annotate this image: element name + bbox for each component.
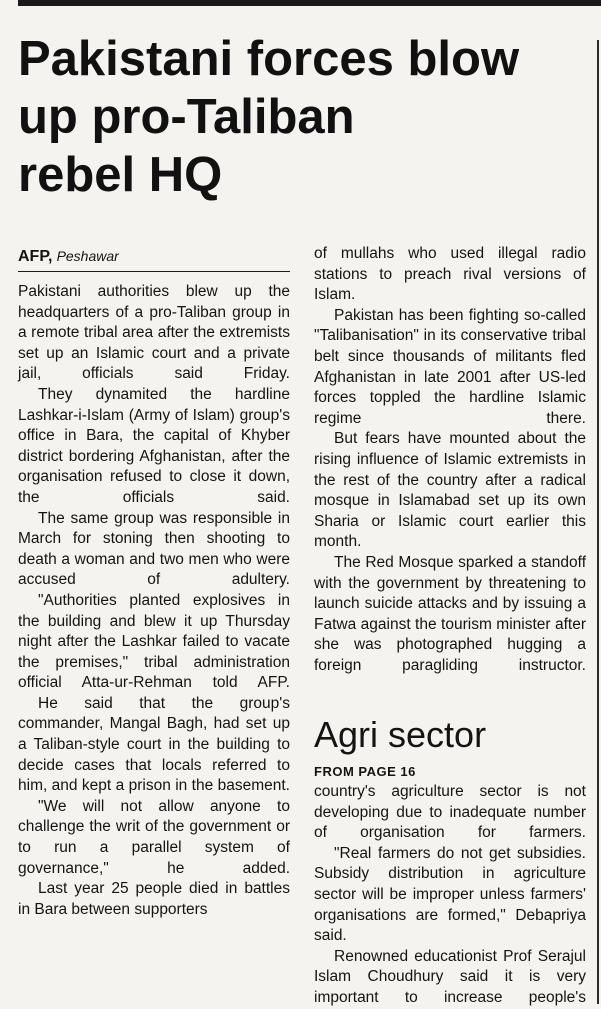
paragraph: country's agriculture sector is not developing due to inadequate number of organisation for farmers.: [314, 783, 586, 842]
headline-line: up pro-Taliban: [18, 90, 355, 144]
article-column-2: [314, 244, 586, 676]
continuation-column: [314, 782, 586, 1009]
column-rule-right: [597, 40, 599, 1004]
headline: [18, 30, 588, 204]
paragraph: Pakistani authorities blew up the headquarters of a pro-Taliban group in a remote tribal area after the extremists set up an Islamic court and a private jail, officials said Friday.: [18, 283, 290, 383]
paragraph: The Red Mosque sparked a standoff with the government by threatening to launch suicide attacks and by issuing a Fatwa against the tourism minister after she was photographed hugging a foreign paragliding instructor.: [314, 553, 586, 674]
article-column-1: [18, 282, 290, 920]
continuation-title: Agri sector: [314, 714, 487, 755]
paragraph: Renowned educationist Prof Serajul Islam Choudhury said it is very important to increase people's: [314, 947, 586, 1006]
headline-line: rebel HQ: [18, 148, 223, 202]
byline: [18, 246, 290, 267]
paragraph: The same group was responsible in March for stoning then shooting to death a woman and two men who were accused of adultery.: [18, 509, 290, 589]
paragraph: They dynamited the hardline Lashkar-i-Islam (Army of Islam) group's office in Bara, the capital of Khyber district bordering Afghanistan, after the organisation refused to close it down, the officials said.: [18, 385, 290, 506]
paragraph: Last year 25 people died in battles in Bara between supporters: [18, 880, 290, 918]
from-page-label: FROM PAGE 16: [314, 764, 416, 779]
byline-location: Peshawar: [56, 248, 119, 264]
paragraph: He said that the group's commander, Mangal Bagh, had set up a Taliban-style court in the building to decide cases that locals referred to him, and kept a prison in the basement.: [18, 694, 290, 795]
paragraph: "Real farmers do not get subsidies. Subsidy distribution in agriculture sector will be improper unless farmers' organisations are formed," Debapriya said.: [314, 844, 586, 945]
byline-rule: [18, 271, 290, 272]
paragraph: "We will not allow anyone to challenge the writ of the government or to run a parallel system of governance," he added.: [18, 797, 290, 877]
paragraph: Pakistan has been fighting so-called "Talibanisation" in its conservative tribal belt since thousands of militants fled Afghanistan in late 2001 after US-led forces toppled the hardline Islamic regime there.: [314, 306, 586, 427]
paragraph: of mullahs who used illegal radio stations to preach rival versions of Islam.: [314, 245, 586, 304]
paragraph: "Authorities planted explosives in the building and blew it up Thursday night after the Lashkar failed to vacate the premises," tribal administration official Atta-ur-Rehman told AFP.: [18, 591, 290, 692]
top-rule: [18, 0, 601, 6]
byline-agency: AFP,: [18, 248, 53, 265]
paragraph: But fears have mounted about the rising influence of Islamic extremists in the rest of the country after a radical mosque in Islamabad set up its own Sharia or Islamic court earlier this month.: [314, 430, 586, 551]
headline-line: Pakistani forces blow: [18, 32, 520, 86]
